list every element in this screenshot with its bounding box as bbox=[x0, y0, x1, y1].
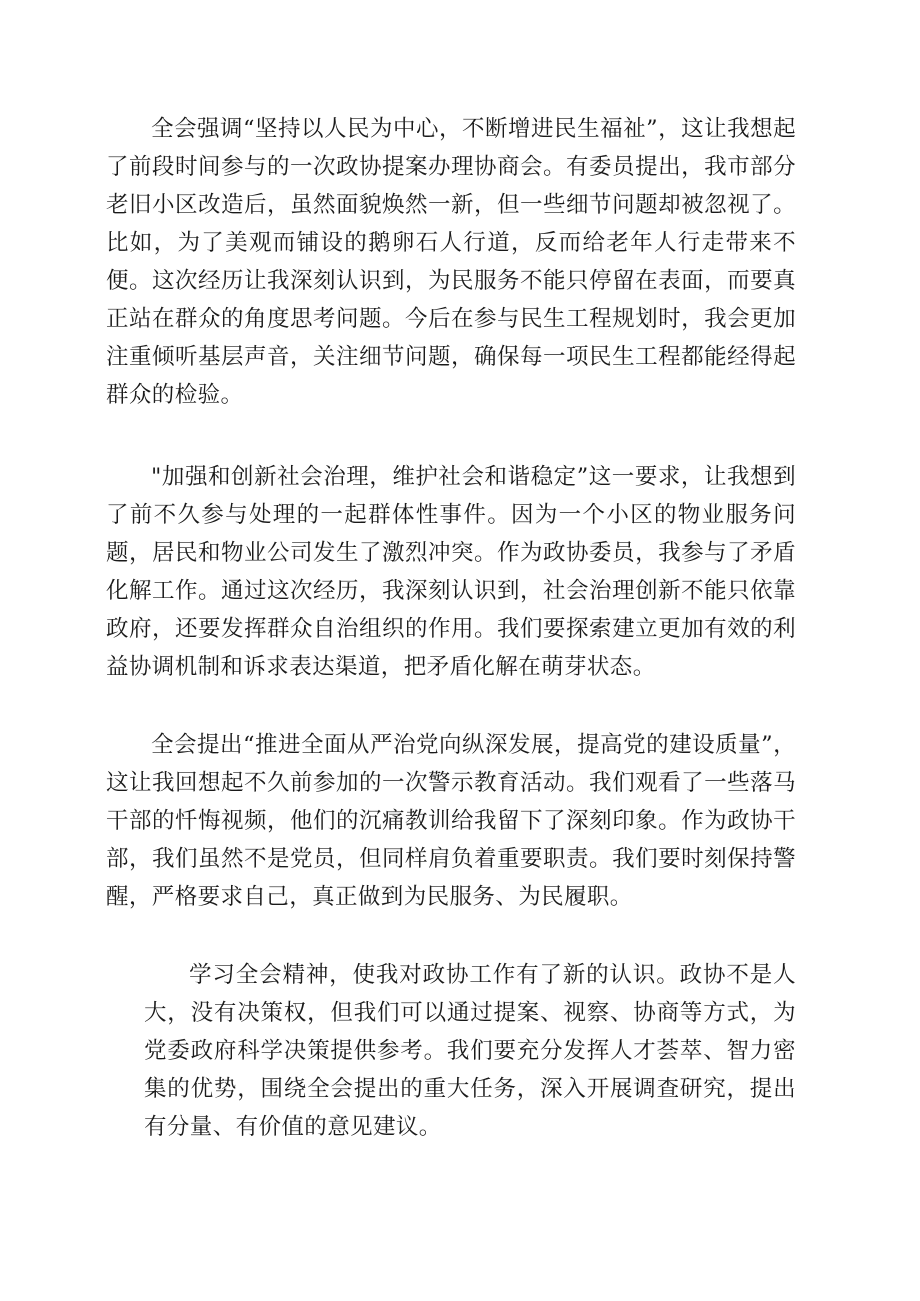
paragraph-3: 全会提出“推进全面从严治党向纵深发展，提高党的建设质量”，这让我回想起不久前参加的一次警示教育活动。我们观看了一些落马干部的忏悔视频，他们的沉痛教训给我留下了深刻印象。作为政协干部，我们虽然不是党员，但同样肩负着重要职责。我们要时刻保持警醒，严格要求自己，真正做到为民服务、为民履职。 bbox=[106, 732, 796, 910]
paragraph-4: 学习全会精神，使我对政协工作有了新的认识。政协不是人大，没有决策权，但我们可以通过提案、视察、协商等方式，为党委政府科学决策提供参考。我们要充分发挥人才荟萃、智力密集的优势，围绕全会提出的重大任务，深入开展调查研究，提出有分量、有价值的意见建议。 bbox=[144, 962, 796, 1140]
paragraph-1: 全会强调“坚持以人民为中心，不断增进民生福祉”，这让我想起了前段时间参与的一次政协提案办理协商会。有委员提出，我市部分老旧小区改造后，虽然面貌焕然一新，但一些细节问题却被忽视了。比如，为了美观而铺设的鹅卵石人行道，反而给老年人行走带来不便。这次经历让我深刻认识到，为民服务不能只停留在表面，而要真正站在群众的角度思考问题。今后在参与民生工程规划时，我会更加注重倾听基层声音，关注细节问题，确保每一项民生工程都能经得起群众的检验。 bbox=[106, 116, 796, 408]
paragraph-2: "加强和创新社会治理，维护社会和谐稳定”这一要求，让我想到了前不久参与处理的一起群体性事件。因为一个小区的物业服务问题，居民和物业公司发生了激烈冲突。作为政协委员，我参与了矛盾化解工作。通过这次经历，我深刻认识到，社会治理创新不能只依靠政府，还要发挥群众自治组织的作用。我们要探索建立更加有效的利益协调机制和诉求表达渠道，把矛盾化解在萌芽状态。 bbox=[106, 464, 796, 680]
